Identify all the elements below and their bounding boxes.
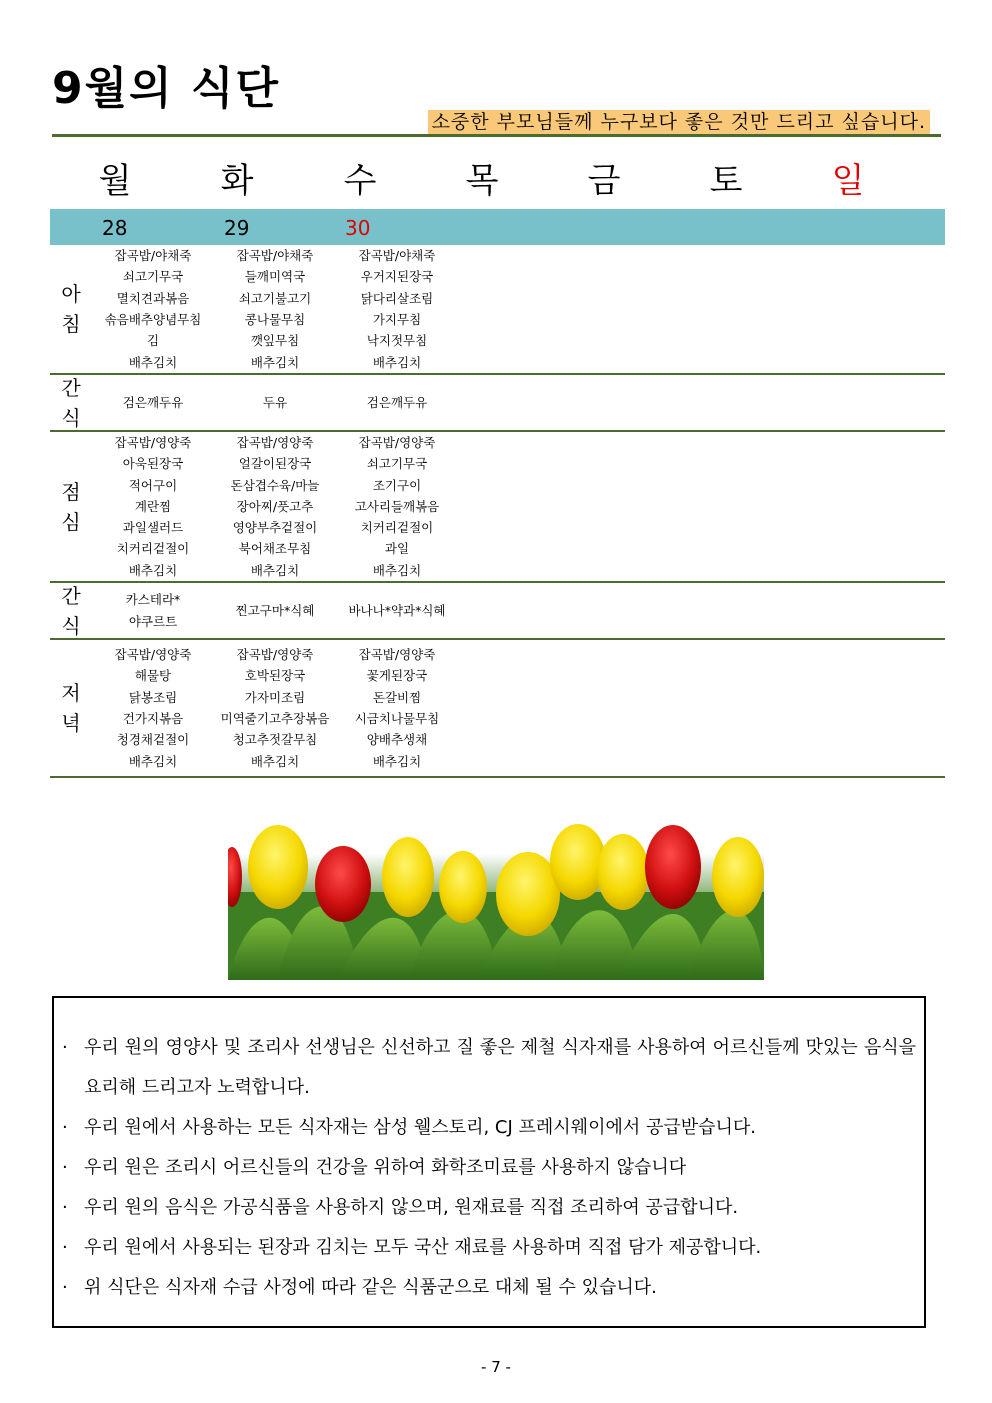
section-label-char: 저 [61, 681, 81, 705]
menu-item: 해물탕 [134, 668, 172, 684]
menu-cell-wed [332, 640, 462, 776]
menu-item: 배추김치 [128, 753, 178, 769]
weekday-sun: 일 [831, 161, 865, 201]
menu-item: 배추김치 [250, 562, 300, 578]
section-lunch [50, 432, 945, 583]
menu-item: 가자미조림 [244, 689, 306, 705]
weekday-thu: 목 [465, 161, 499, 201]
menu-item: 치커리겉절이 [360, 520, 434, 536]
menu-item: 잡곡밥/야채죽 [114, 248, 192, 264]
menu-item: 배추김치 [250, 354, 300, 370]
menu-item: 닭봉조림 [128, 689, 178, 705]
date-wed: 30 [345, 216, 371, 240]
menu-item: 조기구이 [372, 477, 422, 493]
weekday-header [50, 158, 945, 208]
menu-item: 야쿠르트 [128, 613, 178, 629]
menu-cell-wed [332, 583, 462, 638]
menu-item: 배추김치 [372, 753, 422, 769]
menu-item: 가지무침 [372, 312, 422, 327]
subtitle: 소중한 부모님들께 누구보다 좋은 것만 드리고 싶습니다. [428, 110, 930, 134]
menu-item: 콩나물무침 [244, 312, 306, 327]
menu-item: 양배추생채 [366, 732, 428, 748]
menu-item: 호박된장국 [244, 668, 306, 684]
tulip-photo [228, 822, 764, 980]
menu-item: 얼갈이된장국 [238, 456, 312, 472]
notice-item [62, 1188, 916, 1228]
page-title: 9월의 식단 [52, 63, 280, 114]
section-label-char: 아 [61, 282, 81, 306]
menu-item: 찐고구마*식혜 [235, 602, 315, 618]
menu-item: 잡곡밥/영양죽 [114, 434, 192, 450]
page-number: - 7 - [481, 1358, 511, 1376]
menu-item: 검은깨두유 [366, 394, 428, 410]
menu-item: 시금치나물무침 [354, 711, 440, 726]
menu-item: 돈갈비찜 [372, 689, 422, 705]
menu-item: 잡곡밥/영양죽 [358, 434, 436, 450]
bullet: · [62, 1157, 68, 1178]
notice-item [62, 1268, 916, 1308]
menu-item: 돈삼겹수육/마늘 [230, 477, 320, 493]
section-dinner [50, 640, 945, 778]
title-divider [52, 134, 941, 137]
bullet: · [62, 1197, 68, 1218]
menu-item: 깻잎무침 [250, 333, 300, 349]
menu-cell-tue [210, 640, 340, 776]
menu-item: 잡곡밥/영양죽 [236, 434, 314, 450]
menu-item: 아욱된장국 [122, 456, 184, 472]
menu-item: 계란찜 [134, 498, 172, 514]
date-mon: 28 [102, 216, 128, 240]
section-label-char: 식 [61, 405, 81, 430]
menu-cell-tue [210, 375, 340, 430]
tulip-illustration [228, 822, 764, 980]
section-label-char: 식 [61, 613, 81, 638]
menu-item: 치커리겉절이 [116, 541, 190, 557]
menu-item: 꽃게된장국 [366, 668, 428, 684]
notice-item [62, 1148, 916, 1188]
menu-cell-wed [332, 432, 462, 581]
notice-item [62, 1108, 916, 1148]
menu-cell-wed [332, 375, 462, 430]
menu-item: 카스테라* [125, 592, 181, 608]
notice-text: 우리 원은 조리시 어르신들의 건강을 위하여 화학조미료를 사용하지 않습니다 [84, 1157, 687, 1178]
date-bar [50, 209, 945, 245]
menu-cell-mon [88, 432, 218, 581]
menu-item: 잡곡밥/영양죽 [114, 647, 192, 663]
menu-item: 멸치견과볶음 [116, 290, 190, 306]
menu-cell-mon [88, 375, 218, 430]
notice-text: 우리 원에서 사용되는 된장과 김치는 모두 국산 재료를 사용하며 직접 담가 제공합니다. [84, 1237, 762, 1258]
section-label [50, 375, 92, 430]
menu-item: 쇠고기무국 [122, 269, 184, 285]
menu-item: 배추김치 [250, 753, 300, 769]
menu-item: 영양부추겉절이 [232, 520, 318, 536]
menu-item: 닭다리살조림 [360, 290, 434, 306]
notice-item [62, 1228, 916, 1268]
notice-text: 우리 원의 음식은 가공식품을 사용하지 않으며, 원재료를 직접 조리하여 공급합니다. [84, 1197, 739, 1218]
section-label [50, 583, 92, 638]
notice-box [52, 996, 926, 1328]
menu-item: 청고추젓갈무침 [232, 732, 318, 748]
menu-item: 잡곡밥/영양죽 [358, 647, 436, 663]
menu-item: 고사리들깨볶음 [354, 498, 440, 514]
menu-item: 들깨미역국 [244, 269, 306, 285]
section-afternoon-snack [50, 583, 945, 640]
menu-cell-mon [88, 245, 218, 373]
section-label-char: 녁 [61, 711, 81, 735]
menu-item: 과일 [384, 541, 410, 557]
menu-cell-tue [210, 245, 340, 373]
menu-cell-wed [332, 245, 462, 373]
menu-cell-mon [88, 640, 218, 776]
bullet: · [62, 1037, 68, 1058]
menu-item: 김 [146, 333, 160, 349]
menu-item: 솎음배추양념무침 [104, 312, 202, 327]
date-tue: 29 [224, 216, 250, 240]
menu-item: 우거지된장국 [360, 269, 434, 285]
menu-item: 배추김치 [128, 562, 178, 578]
section-label-char: 간 [61, 375, 81, 400]
section-label [50, 245, 92, 373]
notice-text: 우리 원에서 사용하는 모든 식자재는 삼성 웰스토리, CJ 프레시웨이에서 공급받습니다. [84, 1117, 757, 1138]
menu-item: 잡곡밥/야채죽 [236, 248, 314, 264]
menu-item: 과일샐러드 [122, 520, 184, 536]
menu-item: 적어구이 [128, 477, 178, 493]
menu-item: 미역줄기고추장볶음 [220, 711, 330, 726]
section-label [50, 432, 92, 581]
menu-item: 낙지젓무침 [366, 333, 428, 349]
weekday-fri: 금 [587, 161, 621, 201]
weekday-sat: 토 [709, 161, 743, 201]
section-label-char: 심 [61, 509, 81, 534]
bullet: · [62, 1117, 68, 1138]
menu-item: 배추김치 [372, 562, 422, 578]
section-breakfast [50, 245, 945, 375]
section-label-char: 침 [61, 312, 81, 336]
menu-item: 검은깨두유 [122, 394, 184, 410]
weekday-mon: 월 [98, 161, 132, 201]
notice-text: 우리 원의 영양사 및 조리사 선생님은 신선하고 질 좋은 제철 식자재를 사용하여 어르신들께 맛있는 음식을 요리해 드리고자 노력합니다. [84, 1037, 916, 1098]
menu-cell-tue [210, 583, 340, 638]
section-label-char: 점 [61, 479, 81, 504]
menu-item: 잡곡밥/영양죽 [236, 647, 314, 663]
notice-item [62, 1028, 916, 1108]
menu-item: 장아찌/풋고추 [236, 498, 314, 514]
notice-text: 위 식단은 식자재 수급 사정에 따라 같은 식품군으로 대체 될 수 있습니다. [84, 1277, 657, 1298]
subtitle-container [428, 110, 930, 134]
menu-item: 배추김치 [372, 354, 422, 370]
menu-item: 잡곡밥/야채죽 [358, 248, 436, 264]
menu-item: 북어채조무침 [238, 541, 312, 557]
menu-item: 두유 [262, 394, 288, 410]
menu-item: 배추김치 [128, 354, 178, 370]
menu-cell-mon [88, 583, 218, 638]
weekday-wed: 수 [343, 161, 377, 201]
menu-item: 쇠고기무국 [366, 456, 428, 472]
section-label [50, 640, 92, 776]
weekday-tue: 화 [220, 161, 254, 201]
bullet: · [62, 1277, 68, 1298]
section-label-char: 간 [61, 583, 81, 608]
menu-item: 쇠고기불고기 [238, 290, 312, 306]
bullet: · [62, 1237, 68, 1258]
menu-item: 바나나*약과*식혜 [348, 602, 446, 618]
section-morning-snack [50, 375, 945, 432]
menu-item: 청경채겉절이 [116, 732, 190, 748]
menu-cell-tue [210, 432, 340, 581]
menu-item: 건가지볶음 [122, 711, 184, 726]
